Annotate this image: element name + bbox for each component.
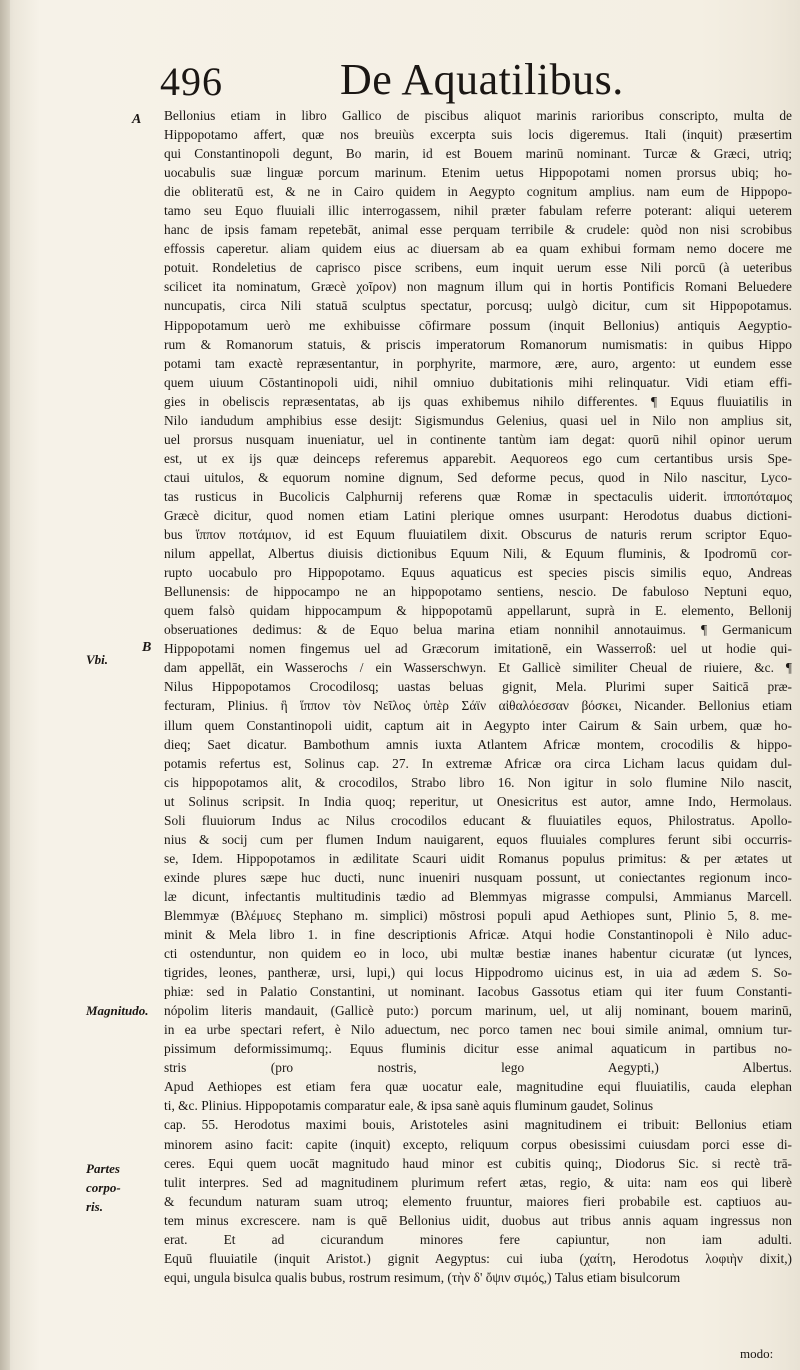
- text-line: tamo seu Equo fluuiali illic interrogassem, nihil præter fabulam referre poterant: aliqui ueterem: [164, 203, 792, 219]
- text-line: Nilus Hippopotamos Crocodilosq; uastas beluas gignit, Mela. Plurimi super Saiticā præ-: [164, 679, 792, 695]
- text-line: equi, ungula bisulca qualis bubus, rostrum resimum, (τὴν δ' ὄψιν σιμός,) Talus etiam bisulcorum: [164, 1269, 681, 1285]
- text-line: die obliteratū est, & ne in Cairo quidem in Aegypto cognitum amplius. nam eum de Hippopo-: [164, 184, 792, 200]
- text-line: cap. 55. Herodotus maximi bouis, Aristoteles asini magnitudinem ei tribuit: Bellonius etiam: [164, 1117, 792, 1133]
- margin-note-ubi: Vbi.: [86, 652, 109, 667]
- margin-note-partes: [86, 1159, 156, 1216]
- text-line: Bellonius etiam in libro Gallico de piscibus aliquot marinis rarioribus conscripto, multa de: [164, 108, 792, 123]
- margin-note-magnitudo: Magnitudo.: [86, 1003, 149, 1018]
- text-line: rupto uocabulo pro Hippopotamo. Equus aquaticus est species piscis similis equo, Andreas: [164, 565, 792, 581]
- text-line: læ dicunt, infectantis multitudinis tædio ad Blemmyas migrasse compulsi, Ammianus Marcell.: [164, 888, 792, 904]
- text-line: Hippopotami nomen fingemus uel ad Græcorum imitationē, ein Wasserroß: uel ut hodie qui-: [164, 641, 792, 657]
- text-line: potami tam exactè repræsentantur, in porphyrite, marmore, ære, auro, argento: ut eundem esse: [164, 355, 792, 371]
- text-line: bus ἵππον ποτάμιον, id est Equum fluuiatilem dixit. Obscurus de naturis rerum scriptor Equo-: [164, 527, 792, 543]
- text-line: dieq; Saet dicatur. Bambothum amnis iuxta Atlantem Africæ montem, crocodilis & hippo-: [164, 736, 792, 752]
- text-line: cis hippopotamos alit, & crocodilos, Strabo libro 16. Non igitur in solo flumine Nilo nascit,: [164, 774, 792, 790]
- text-line: rum & Romanorum statuis, & priscis imperatorum Romanorum numismatis: in quibus Hippo: [164, 336, 792, 352]
- page-header: [160, 46, 760, 106]
- text-line: ctaui uitulos, & equorum nomine dignum, Sed deforme pecus, quod in Nilo nascitur, Lyco-: [164, 469, 792, 485]
- text-line: Græcè dicitur, quod nomen etiam Latini plerique omnes usurpant: Herodotus duabus dictioni-: [164, 507, 792, 523]
- text-line: obseruationes dedimus: & de Equo belua marina etiam nonnihil annotauimus. ¶ Germanicum: [164, 622, 792, 638]
- text-line: dam appellāt, ein Wasserochs / ein Wasserschwyn. Et Gallicè similiter Cheual de riuiere, &c. ¶: [164, 660, 792, 676]
- text-line: cti ostenduntur, non quidem eo in loco, ubi multæ bestiæ inanes habentur cicuratæ (ut lynces,: [164, 946, 792, 962]
- text-line: uocabulis suæ linguæ porcum marinum. Etenim uetus Hippopotami nomen prorsus ubiq; ho-: [164, 165, 792, 181]
- section-marker-b: B: [142, 640, 152, 655]
- text-line: gies in obeliscis repræsentatas, ab ijs quas exhibemus nihilo differentes. ¶ Equus fluuiatilis in: [164, 393, 792, 409]
- binding-gutter: [0, 0, 10, 1370]
- page-number: 496: [160, 59, 223, 104]
- text-line: Bellunensis: de hippocampo ne an hippopotamo sentiens, nescio. De fabuloso Neptuni equo,: [164, 584, 792, 600]
- text-line: stris (pro nostris, lego Aegypti,) Albertus.: [164, 1060, 792, 1076]
- section-marker-a: A: [132, 112, 142, 127]
- text-line: quem falsò quidam hippocampum & hippopotamū appellarunt, suprà in E. elemento, Bellonij: [164, 603, 792, 619]
- text-line: nópolim literis mandauit, (Gallicè puto:) porcum marinum, uel, ut alij nominant, bouem marinū,: [164, 1003, 792, 1019]
- text-line: phiæ: sed in Palatio Constantini, ut nominant. Iacobus Gassotus etiam qui iter fuum Constanti-: [164, 984, 792, 1000]
- text-line: tem minus excrescere. nam is quē Bellonius uidit, duobus aut tribus annis aquam ingressus non: [164, 1212, 792, 1228]
- text-line: in ea urbe spectari refert, è Nilo aduectum, nec porco tamen nec boui simile animal, omnium tur-: [164, 1022, 792, 1038]
- text-line: hanc de ipsis famam repetebāt, animal esse perquam terribile & crudele: quòd non nisi scrobibus: [164, 222, 792, 238]
- text-line: est, ut ex ijs quæ deinceps referemus apparebit. Aequoreos ego cum certantibus ursis Spe-: [164, 450, 792, 466]
- text-line: uel prorsus nusquam inueniatur, uel in continente tantùm iam degat: quorū nihil opinor uerum: [164, 431, 792, 447]
- text-line: tas rusticus in Bucolicis Calphurnij referens quæ Romæ in spectaculis uiderit. ἱπποπόταμος: [164, 488, 792, 504]
- text-line: fecturam, Plinius. ἣ ἵππον τὸν Νεῖλος ὑπὲρ Σάϊν αἰθαλόεσσαν βόσκει, Nicander. Bellonius etiam: [164, 698, 792, 714]
- margin-note-partes-line1: Partes corpo-: [86, 1161, 121, 1195]
- text-line: minorem asino facit: capite (inquit) excepto, reliquum corpus obesissimi cuiusdam porci esse di-: [164, 1136, 792, 1152]
- text-line: tulit interpres. Sed ad magnitudinem plurimum refert ætas, regio, & uita: nam eos qui liberè: [164, 1174, 792, 1190]
- text-line: Apud Aethiopes est etiam fera quæ uocatur eale, magnitudine equi fluuiatilis, cauda elephan: [164, 1079, 792, 1095]
- text-line: Equū fluuiatile (inquit Aristot.) gignit Aegyptus: cui iuba (χαίτη, Herodotus λοφιὴν dixit,): [164, 1250, 792, 1266]
- text-line: ceres. Equi quem uocāt magnitudo haud minor est cubitis quinq;, Diodorus Sic. si rectè trā-: [164, 1155, 792, 1171]
- text-line: quem uiuum Cōstantinopoli uidi, nihil omniuo dubitationis mihi relinquatur. Vidi etiam effi-: [164, 374, 792, 390]
- text-line: ut Solinus scripsit. In India quoq; reperitur, ut Onesicritus est autor, amne Indo, Hermolaus.: [164, 793, 792, 809]
- text-line: Hippopotamum uerò me exhibuisse cōfirmare possum (inquit Bellonius) antiquis Aegyptio-: [164, 317, 792, 333]
- text-line: potamis refertus est, Solinus cap. 27. In extremæ Africæ ora circa Licham lacus quidam dul-: [164, 755, 792, 771]
- running-title: De Aquatilibus.: [340, 55, 624, 104]
- text-line: tigrides, leones, pantheræ, ursi, lupi,) qui locus Hippodromo uicinus est, in uia ad ædem S. So-: [164, 965, 792, 981]
- body-text: [164, 106, 792, 1287]
- text-line: qui Constantinopoli degunt, Bo marin, id est Bouem marinū nominant. Turcæ & Græci, utriq;: [164, 146, 792, 162]
- text-line: pissimum deformissimumq;. Equus fluminis dicitur esse animal aquaticum in partibus no-: [164, 1041, 792, 1057]
- margin-note-partes-line2: ris.: [86, 1199, 103, 1214]
- text-line: Hippopotamo affert, quæ nos breuiùs excerpta suis locis digeremus. Itali (inquit) præsertim: [164, 127, 792, 143]
- catchword: modo:: [740, 1346, 774, 1361]
- text-line: effossis caperetur. aliam quidem eius ac diuersam ab ea quam exhibui formam nemo docere me: [164, 241, 792, 257]
- text-line: nuncupatis, circa Nili statuā sculptus spectatur, porcusq; uulgò dicitur, cum sit Hippopotamus.: [164, 298, 792, 314]
- text-line: illum quem Constantinopoli uidit, captum ait in Aegypto inter Cairum & Sain urbem, quæ ho-: [164, 717, 792, 733]
- text-line: Blemmyæ (Βλέμυες Stephano m. simplici) mōstrosi populi apud Aethiopes sunt, Plinio 5, 8. me-: [164, 907, 792, 923]
- text-line: Soli fluuiorum Indus ac Nilus crocodilos educant & fluuiatiles equos, Philostratus. Apollo-: [164, 812, 792, 828]
- text-line: erat. Et ad cicurandum minores fere capiuntur, non iam adulti.: [164, 1231, 792, 1247]
- text-line: scilicet ita nominatum, Græcè χοῖρον) non magnum illum qui in hortis Pontificis Romani Beluedere: [164, 279, 792, 295]
- text-line: se, Idem. Hippopotamos in ædilitate Scauri uidit Romanus populus primitus: & per ætates ut: [164, 850, 792, 866]
- text-line: ti, &c. Plinius. Hippopotamis comparatur eale, & ipsa sanè aquis fluminum gaudet, Solinus: [164, 1098, 654, 1114]
- text-line: potuit. Rondeletius de caprisco pisce scribens, eum inquit uerum esse Nili porcū (à ueteribus: [164, 260, 792, 276]
- text-line: minit & Mela libro 1. in fine descriptionis Africæ. Atqui hodie Constantinopoli è Nilo aduc-: [164, 927, 792, 943]
- text-line: nilum appellat, Albertus diuisis dictionibus Equum Nili, & Equum fluminis, & Ipodromū cor-: [164, 546, 792, 562]
- text-line: exinde plures sæpe huc ducti, nunc inueniri nusquam possunt, ut coniectantes regionum inco-: [164, 869, 792, 885]
- text-line: Nilo iandudum amphibius esse desijt: Sigismundus Gelenius, quasi uel in Nilo non amplius sit,: [164, 412, 792, 428]
- text-line: nius & socij cum per flumen Indum nauigarent, equos fluuiales complures ferunt sibi occurris-: [164, 831, 792, 847]
- text-line: & fecundum naturam suam utroq; elemento fruuntur, maiores fieri probabile est. captiuos au-: [164, 1193, 792, 1209]
